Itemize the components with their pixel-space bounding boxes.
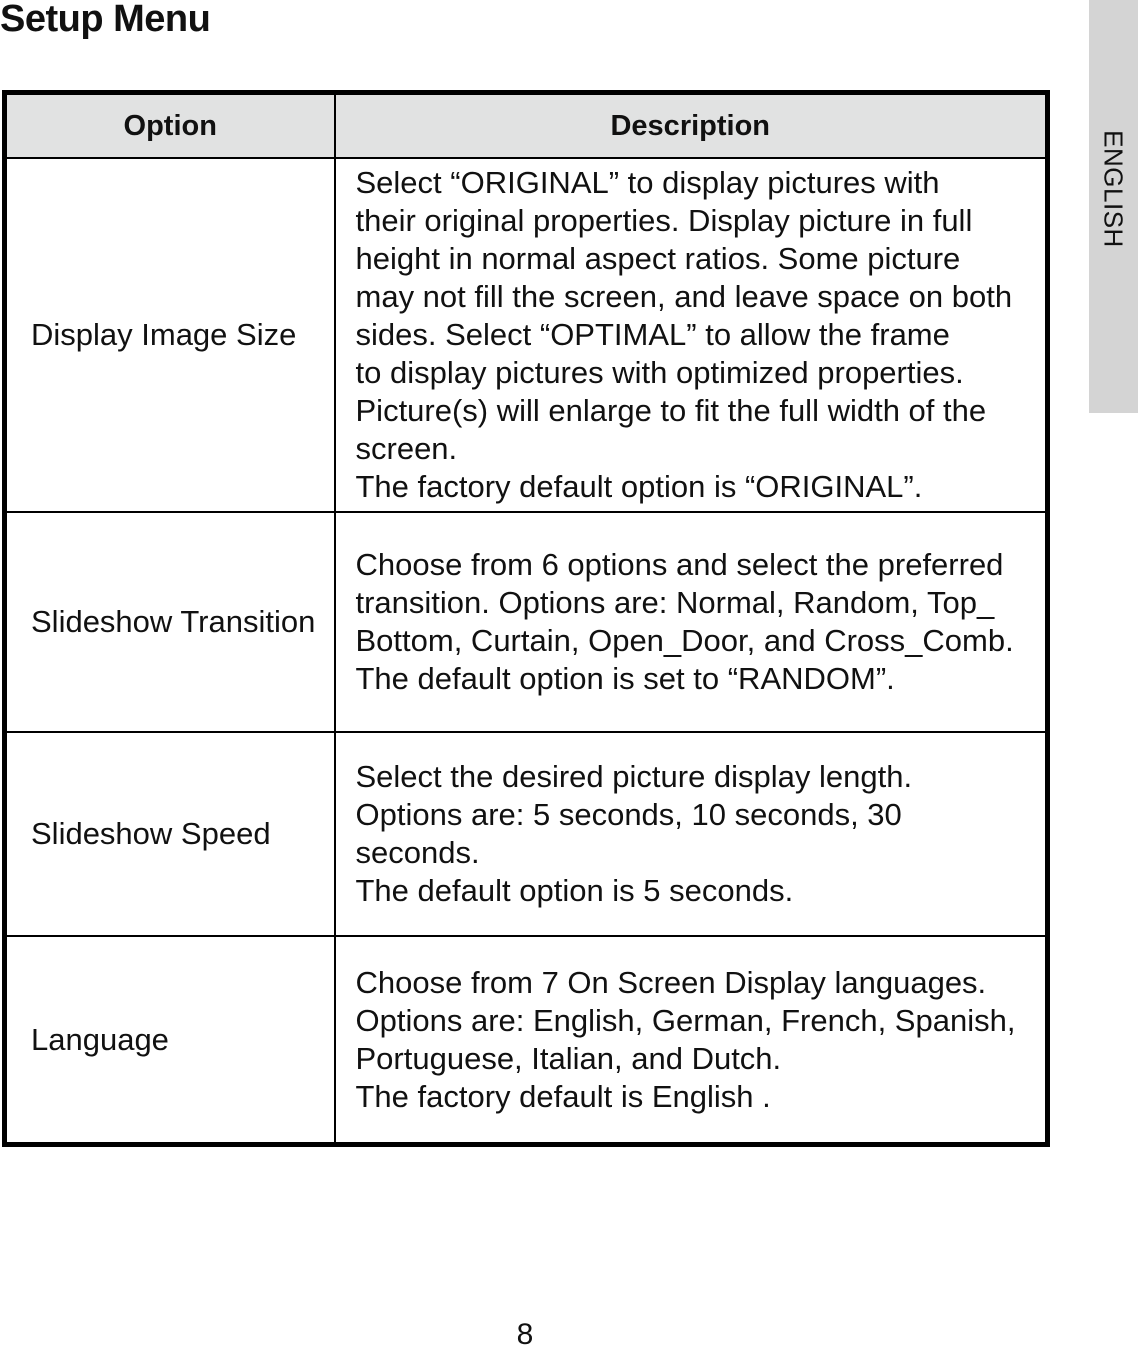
description-cell: Choose from 7 On Screen Display languages. Options are: English, German, French, Spanish, Portuguese, Italian, and Dutch. The factory default is English . bbox=[335, 936, 1048, 1145]
page-title: Setup Menu bbox=[0, 0, 211, 40]
description-cell: Choose from 6 options and select the preferred transition. Options are: Normal, Random, Top_ Bottom, Curtain, Open_Door, and Cross_Comb. The default option is set to “RANDOM”. bbox=[335, 512, 1048, 732]
column-header-option: Option bbox=[5, 93, 335, 159]
description-cell: Select the desired picture display length. Options are: 5 seconds, 10 seconds, 30 seconds. The default option is 5 seconds. bbox=[335, 732, 1048, 936]
table-row bbox=[5, 732, 1048, 936]
side-tab-label: ENGLISH bbox=[1098, 130, 1129, 248]
setup-menu-table bbox=[2, 90, 1050, 1147]
table-row bbox=[5, 512, 1048, 732]
option-cell: Slideshow Transition bbox=[5, 512, 335, 732]
option-cell: Language bbox=[5, 936, 335, 1145]
table-row bbox=[5, 936, 1048, 1145]
option-cell: Slideshow Speed bbox=[5, 732, 335, 936]
table-row bbox=[5, 158, 1048, 512]
language-side-tab bbox=[1089, 0, 1138, 413]
page-number: 8 bbox=[516, 1318, 534, 1351]
description-cell: Select “ORIGINAL” to display pictures with their original properties. Display picture in full height in normal aspect ratios. Some picture may not fill the screen, and leave space on both sides. Select “OPTIMAL” to allow the frame to display pictures with optimized properties. Picture(s) will enlarge to fit the full width of the screen. The factory default option is “ORIGINAL”. bbox=[335, 158, 1048, 512]
column-header-description: Description bbox=[335, 93, 1048, 159]
table-header-row bbox=[5, 93, 1048, 159]
option-cell: Display Image Size bbox=[5, 158, 335, 512]
